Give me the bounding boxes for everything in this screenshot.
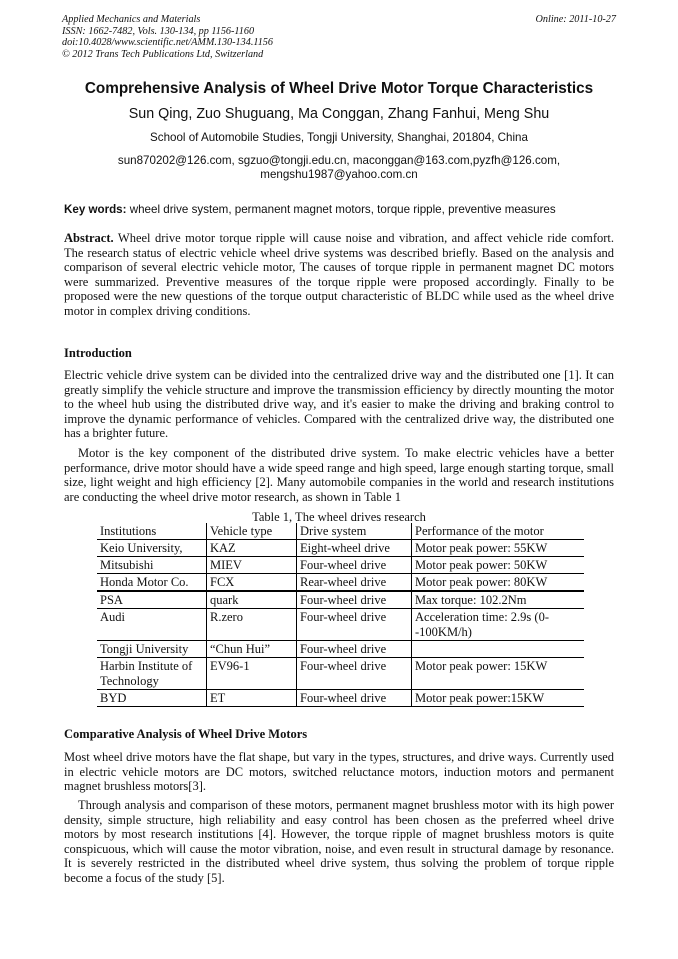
- wheel-drives-table: [97, 523, 584, 707]
- table-cell: ET: [207, 690, 297, 707]
- journal-name: Applied Mechanics and Materials: [62, 14, 201, 25]
- table-cell: Acceleration time: 2.9s (0--100KM/h): [415, 610, 549, 639]
- table-cell: Four-wheel drive: [297, 690, 412, 707]
- table-cell: Four-wheel drive: [297, 609, 412, 641]
- comparative-paragraph-2: Through analysis and comparison of these motors, permanent magnet brushless motor with its high power density, simple structure, high reliability and easy control has been chosen as the preferred wheel drive motors by most research institutions [4]. However, the torque ripple of magnet brushless motors is quite conspicuous, which will cause the motor vibration, noise, and even result in structural damage by resonance. It is severely restricted in the distributed wheel drive system, thus solving the problem of torque ripple become a focus of the study [5].: [64, 798, 614, 885]
- author-list: Sun Qing, Zuo Shuguang, Ma Conggan, Zhang Fanhui, Meng Shu: [128, 106, 550, 122]
- table-cell: Eight-wheel drive: [297, 540, 412, 557]
- table-cell: PSA: [97, 591, 207, 609]
- table-cell: Keio University,: [97, 540, 207, 557]
- doi-line: doi:10.4028/www.scientific.net/AMM.130-134.1156: [62, 37, 273, 48]
- table-cell: FCX: [207, 574, 297, 592]
- table-cell: Max torque: 102.2Nm: [415, 593, 527, 607]
- column-header: Drive system: [297, 523, 412, 540]
- email-line: mengshu1987@yahoo.com.cn: [260, 168, 418, 181]
- table-header-row: [97, 523, 584, 540]
- table-cell: Four-wheel drive: [297, 658, 412, 690]
- column-header: Performance of the motor: [412, 523, 585, 540]
- table-cell: [412, 641, 585, 658]
- abstract-text: Wheel drive motor torque ripple will cause noise and vibration, and affect vehicle ride comfort. The research status of electric vehicle wheel drive systems was described briefly. Based on the analysis and comparison of several electric vehicle motor, The causes of torque ripple in permanent magnet DC motors were summarized. Preventive measures of the torque ripple were proposed accordingly. Finally to be proposed were the new questions of the torque output characteristic of BLDC while used as the wheel drive motor in complex driving conditions.: [64, 231, 615, 318]
- comparative-paragraph-1: Most wheel drive motors have the flat shape, but vary in the types, structures, and drive ways. Currently used in electric vehicle motors are DC motors, switched reluctance motors, induction motors and permanent magnet brushless motors[3].: [64, 750, 614, 794]
- introduction-heading: Introduction: [64, 346, 132, 360]
- table-cell: Motor peak power: 15KW: [415, 659, 548, 673]
- table-cell: Four-wheel drive: [297, 641, 412, 658]
- table-cell: Four-wheel drive: [297, 591, 412, 609]
- table-row: [97, 540, 584, 557]
- table-cell: Honda Motor Co.: [97, 574, 207, 592]
- table-cell: Motor peak power:15KW: [415, 691, 545, 705]
- table-cell: Mitsubishi: [97, 557, 207, 574]
- keywords-text: wheel drive system, permanent magnet motors, torque ripple, preventive measures: [129, 203, 556, 216]
- table-cell: Motor peak power: 50KW: [415, 558, 548, 572]
- table-caption: Table 1, The wheel drives research: [252, 510, 426, 524]
- issn-line: ISSN: 1662-7482, Vols. 130-134, pp 1156-1160: [62, 25, 255, 37]
- table-row: [97, 690, 584, 707]
- abstract-label: Abstract.: [64, 231, 114, 245]
- keywords: [64, 203, 624, 217]
- table-cell: R.zero: [207, 609, 297, 641]
- table-row: [97, 658, 584, 690]
- table-cell: MIEV: [207, 557, 297, 574]
- comparative-heading: Comparative Analysis of Wheel Drive Motors: [64, 727, 308, 741]
- table-row: [97, 641, 584, 658]
- table-cell: Audi: [97, 609, 207, 641]
- table-row: [97, 574, 584, 592]
- column-header: Vehicle type: [207, 523, 297, 540]
- table-cell: Harbin Institute of Technology: [97, 658, 207, 690]
- journal-header: [62, 14, 273, 60]
- email-line: sun870202@126.com, sgzuo@tongji.edu.cn, maconggan@163.com,pyzfh@126.com,: [117, 154, 561, 167]
- email-list: [40, 154, 638, 182]
- table-cell: BYD: [97, 690, 207, 707]
- table-cell: EV96-1: [207, 658, 297, 690]
- column-header: Institutions: [97, 523, 207, 540]
- keywords-label: Key words:: [64, 203, 127, 216]
- table-row: [97, 609, 584, 641]
- intro-paragraph-1: Electric vehicle drive system can be divided into the centralized drive way and the distributed one [1]. It can greatly simplify the vehicle structure and improve the transmission efficiency by directly mounting the motor to the wheel hub using the distributed drive way, and it's easier to make the driving and braking control to improve the dynamic performance of vehicles. Compared with the centralized drive way, the distributed one has a brighter future.: [64, 368, 614, 441]
- table-row: [97, 591, 584, 609]
- table-cell: KAZ: [207, 540, 297, 557]
- table-cell: Motor peak power: 55KW: [415, 541, 548, 555]
- table-cell: “Chun Hui”: [207, 641, 297, 658]
- affiliation: School of Automobile Studies, Tongji University, Shanghai, 201804, China: [150, 131, 528, 144]
- online-date: Online: 2011-10-27: [535, 14, 616, 25]
- abstract: [64, 231, 614, 319]
- paper-title: Comprehensive Analysis of Wheel Drive Motor Torque Characteristics: [84, 80, 594, 97]
- table-cell: quark: [207, 591, 297, 609]
- table-cell: Rear-wheel drive: [297, 574, 412, 592]
- table-cell: Motor peak power: 80KW: [415, 575, 548, 589]
- table-cell: Tongji University: [97, 641, 207, 658]
- copyright-line: © 2012 Trans Tech Publications Ltd, Switzerland: [62, 48, 264, 60]
- table-cell: Four-wheel drive: [297, 557, 412, 574]
- intro-paragraph-2: Motor is the key component of the distributed drive system. To make electric vehicles have a better performance, drive motor should have a wide speed range and high speed, large enough starting torque, small size, light weight and high efficiency [2]. Many automobile companies in the world and research institutions are conducting the wheel drive motor research, as shown in Table 1: [64, 446, 614, 504]
- table-row: [97, 557, 584, 574]
